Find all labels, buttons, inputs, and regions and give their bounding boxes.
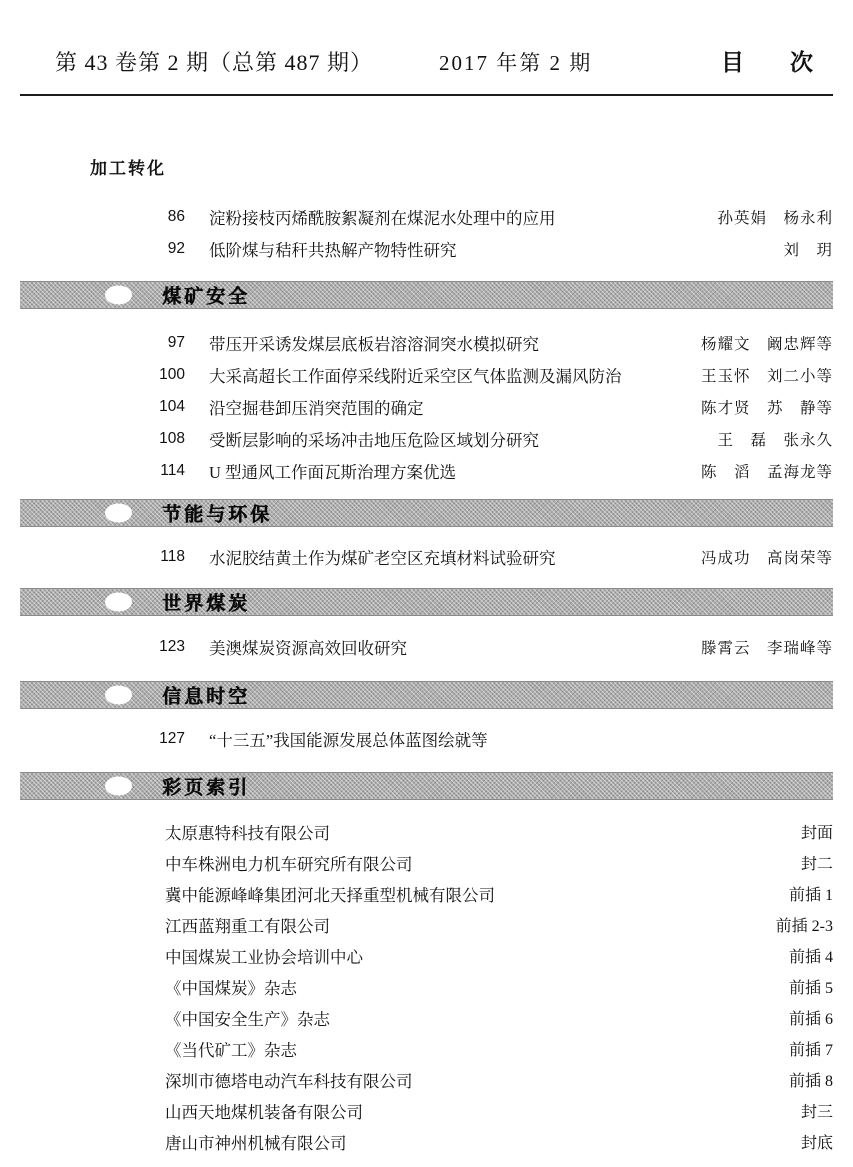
section-title: 世界煤炭 xyxy=(162,593,251,615)
page-location: 前插 6 xyxy=(788,1011,833,1028)
color-index-row xyxy=(20,1002,833,1033)
article-row xyxy=(20,201,833,233)
page-location: 前插 8 xyxy=(788,1073,833,1090)
article-page-number: 86 xyxy=(167,208,185,225)
section-banner-energy-environment xyxy=(20,499,833,527)
article-row xyxy=(20,455,833,487)
banner-ellipse-icon xyxy=(105,777,132,796)
article-row xyxy=(20,723,833,755)
article-authors: 冯成功 高岗荣等 xyxy=(700,550,833,567)
article-authors: 刘 玥 xyxy=(783,242,833,259)
color-index-row xyxy=(20,1126,833,1157)
color-index-row xyxy=(20,847,833,878)
section-title: 彩页索引 xyxy=(162,777,251,799)
company-name: 《当代矿工》杂志 xyxy=(165,1040,297,1060)
article-title: “十三五”我国能源发展总体蓝图绘就等 xyxy=(209,731,488,750)
article-row xyxy=(20,359,833,391)
article-page-number: 108 xyxy=(159,430,185,447)
color-index-row xyxy=(20,1064,833,1095)
article-title: 水泥胶结黄土作为煤矿老空区充填材料试验研究 xyxy=(209,549,556,568)
article-page-number: 100 xyxy=(159,366,185,383)
article-row xyxy=(20,327,833,359)
article-authors: 王玉怀 刘二小等 xyxy=(700,368,833,385)
banner-ellipse-icon xyxy=(105,686,132,705)
page-location: 封二 xyxy=(800,856,833,873)
page-location: 前插 7 xyxy=(788,1042,833,1059)
page-location: 前插 4 xyxy=(788,949,833,966)
volume-issue-info: 第 43 卷第 2 期（总第 487 期） xyxy=(55,50,374,75)
article-authors: 孙英娟 杨永利 xyxy=(717,210,833,227)
article-page-number: 114 xyxy=(160,462,185,479)
year-issue-info: 2017 年第 2 期 xyxy=(439,51,593,75)
page-location: 前插 5 xyxy=(788,980,833,997)
page-location: 封底 xyxy=(800,1135,833,1152)
article-row xyxy=(20,631,833,663)
section-title: 节能与环保 xyxy=(162,504,273,526)
article-page-number: 104 xyxy=(159,398,185,415)
banner-ellipse-icon xyxy=(105,286,132,305)
section-banner-mine-safety xyxy=(20,281,833,309)
section-title: 信息时空 xyxy=(162,686,251,708)
section-header-processing: 加工转化 xyxy=(90,159,166,178)
article-title: 淀粉接枝丙烯酰胺絮凝剂在煤泥水处理中的应用 xyxy=(209,209,556,228)
article-title: 沿空掘巷卸压消突范围的确定 xyxy=(209,399,424,418)
company-name: 太原惠特科技有限公司 xyxy=(165,823,330,843)
company-name: 《中国煤炭》杂志 xyxy=(165,978,297,998)
company-name: 深圳市德塔电动汽车科技有限公司 xyxy=(165,1071,413,1091)
article-title: 大采高超长工作面停采线附近采空区气体监测及漏风防治 xyxy=(209,367,622,386)
color-index-row xyxy=(20,816,833,847)
article-authors: 陈 滔 孟海龙等 xyxy=(700,464,833,481)
article-authors: 王 磊 张永久 xyxy=(717,432,833,449)
color-index-row xyxy=(20,1095,833,1126)
article-row xyxy=(20,541,833,573)
company-name: 江西蓝翔重工有限公司 xyxy=(165,916,330,936)
article-page-number: 123 xyxy=(159,638,185,655)
article-title: U 型通风工作面瓦斯治理方案优选 xyxy=(209,463,457,482)
company-name: 中国煤炭工业协会培训中心 xyxy=(165,947,363,967)
article-authors: 陈才贤 苏 静等 xyxy=(700,400,833,417)
article-row xyxy=(20,391,833,423)
company-name: 中车株洲电力机车研究所有限公司 xyxy=(165,854,413,874)
article-title: 美澳煤炭资源高效回收研究 xyxy=(209,639,407,658)
banner-ellipse-icon xyxy=(105,593,132,612)
article-authors: 滕霄云 李瑞峰等 xyxy=(700,640,833,657)
banner-ellipse-icon xyxy=(105,504,132,523)
page-location: 封三 xyxy=(800,1104,833,1121)
article-page-number: 92 xyxy=(167,240,185,257)
section-banner-world-coal xyxy=(20,588,833,616)
article-row xyxy=(20,423,833,455)
section-banner-information xyxy=(20,681,833,709)
article-title: 低阶煤与秸秆共热解产物特性研究 xyxy=(209,241,457,260)
article-page-number: 97 xyxy=(167,334,185,351)
company-name: 冀中能源峰峰集团河北天择重型机械有限公司 xyxy=(165,885,495,905)
article-page-number: 118 xyxy=(160,548,185,565)
color-index-row xyxy=(20,878,833,909)
article-title: 受断层影响的采场冲击地压危险区域划分研究 xyxy=(209,431,539,450)
company-name: 《中国安全生产》杂志 xyxy=(165,1009,330,1029)
color-index-row xyxy=(20,940,833,971)
page-location: 封面 xyxy=(800,825,833,842)
page-location: 前插 2-3 xyxy=(775,918,833,935)
page-header xyxy=(55,44,813,77)
article-page-number: 127 xyxy=(159,730,185,747)
page-location: 前插 1 xyxy=(788,887,833,904)
article-title: 带压开采诱发煤层底板岩溶溶洞突水模拟研究 xyxy=(209,335,539,354)
header-divider xyxy=(20,94,833,96)
company-name: 唐山市神州机械有限公司 xyxy=(165,1133,347,1153)
color-index-row xyxy=(20,971,833,1002)
company-name: 山西天地煤机装备有限公司 xyxy=(165,1102,363,1122)
color-index-row xyxy=(20,909,833,940)
toc-title: 目 次 xyxy=(721,49,813,75)
section-banner-color-page-index xyxy=(20,772,833,800)
article-row xyxy=(20,233,833,265)
article-authors: 杨耀文 阚忠辉等 xyxy=(700,336,833,353)
color-index-row xyxy=(20,1033,833,1064)
section-title: 煤矿安全 xyxy=(162,286,251,308)
